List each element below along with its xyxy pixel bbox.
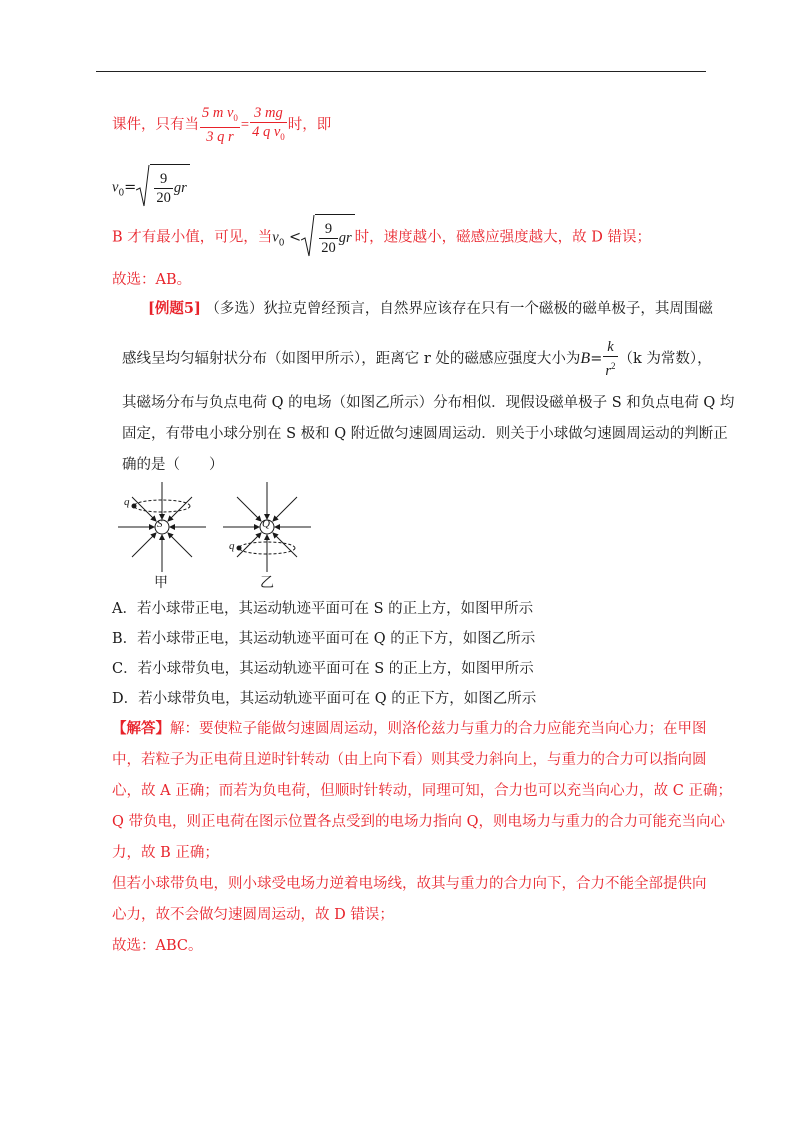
radical-sign (301, 214, 315, 258)
sqrt-den: 20 (321, 240, 336, 257)
sqrt-tail: gr (338, 230, 352, 246)
text-segment: 课件，只有当 (112, 116, 199, 133)
option-b: B．若小球带正电，其运动轨迹平面可在 Q 的正下方，如图乙所示 (112, 631, 536, 647)
s-label: S (157, 518, 163, 530)
example-text: （k 为常数）， (618, 351, 712, 367)
solution-tag: 【解答】 (112, 720, 170, 737)
solution-line-4: Q 带负电，则正电荷在图示位置各点受到的电场力指向 Q，则电场力与重力的合力可能充当向心 (112, 814, 725, 830)
q-center-label: Q (262, 518, 270, 530)
radical-sign (136, 164, 150, 208)
less-than: < (289, 229, 302, 246)
sqrt-expression (136, 164, 189, 211)
solution-line-8: 故选：ABC。 (112, 938, 203, 954)
solution-line-2: 中，若粒子为正电荷且逆时针转动（由上向下看）则其受力斜向上，与重力的合力可以指向圆 (112, 752, 707, 768)
ball-label-left: q (124, 496, 130, 508)
example-line-5: 确的是（ ） (122, 457, 224, 473)
option-d: D．若小球带负电，其运动轨迹平面可在 Q 的正下方，如图乙所示 (112, 691, 537, 707)
example-line-2 (122, 338, 712, 380)
sqrt-num: 9 (319, 220, 338, 239)
sqrt-expression-2 (301, 214, 354, 261)
superscript: 2 (611, 361, 616, 372)
equals-sign: = (124, 179, 137, 196)
example-tag: [例题5] (148, 300, 201, 317)
field-diagram (112, 482, 312, 590)
answer-line-1 (112, 104, 331, 146)
solution-line-6: 但若小球带负电，则小球受电场力逆着电场线，故其与重力的合力向下，合力不能全部提供向 (112, 876, 707, 892)
subscript: 0 (233, 112, 238, 123)
option-a: A．若小球带正电，其运动轨迹平面可在 S 的正上方，如图甲所示 (112, 601, 534, 617)
answer-line-3 (112, 214, 651, 266)
frac-num: k (603, 338, 617, 357)
fraction-k-r2 (603, 338, 617, 380)
v-symbol: v (112, 179, 119, 196)
equals-sign: = (590, 351, 603, 367)
frac1-num: 5 m v (202, 105, 234, 121)
solution-line-5: 力，故 B 正确； (112, 845, 219, 861)
subscript: 0 (278, 238, 285, 249)
frac1-den: 3 q r (206, 128, 234, 145)
text-segment: 时，速度越小，磁感应强度越大，故 D 错误； (354, 229, 651, 246)
solution-line-1 (112, 718, 707, 740)
frac2-den: 4 q v (252, 124, 281, 140)
frac2-num: 3 mg (250, 104, 287, 123)
example-line-1 (148, 298, 713, 320)
example-text: 感线呈均匀辐射状分布（如图甲所示），距离它 r 处的磁感应强度大小为 (122, 351, 581, 367)
solution-line-3: 心，故 A 正确；而若为负电荷，但顺时针转动，同理可知，合力也可以充当向心力，故 C 正确； (112, 783, 732, 799)
text-segment: 时，即 (287, 116, 332, 133)
v-symbol: v (272, 229, 279, 246)
field-lines-svg (112, 482, 312, 586)
answer-choice-ab: 故选：AB。 (112, 272, 192, 288)
equation-v0 (112, 164, 190, 216)
sqrt-den: 20 (156, 190, 171, 207)
example-text: （多选）狄拉克曾经预言，自然界应该存在只有一个磁极的磁单极子，其周围磁 (205, 301, 713, 317)
example-line-4: 固定，有带电小球分别在 S 极和 Q 附近做匀速圆周运动．则关于小球做匀速圆周运动的判断正 (122, 426, 728, 442)
solution-text: 解：要使粒子能做匀速圆周运动，则洛伦兹力与重力的合力应能充当向心力；在甲图 (170, 721, 707, 737)
frac-den: r (605, 362, 611, 379)
ball-label-right: q (229, 540, 235, 552)
solution-line-7: 心力，故不会做匀速圆周运动，故 D 错误； (112, 907, 394, 923)
text-segment: B 才有最小值，可见，当 (112, 229, 273, 246)
caption-yi: 乙 (260, 575, 274, 591)
sqrt-tail: gr (173, 180, 187, 196)
equals-sign: = (240, 116, 250, 133)
example-line-3: 其磁场分布与负点电荷 Q 的电场（如图乙所示）分布相似．现假设磁单极子 S 和负点电荷 Q 均 (122, 395, 735, 411)
fraction-1 (200, 104, 240, 146)
caption-jia: 甲 (154, 575, 168, 591)
sqrt-num: 9 (154, 170, 173, 189)
fraction-2 (250, 104, 287, 146)
b-symbol: B (580, 350, 591, 367)
subscript: 0 (118, 188, 125, 199)
option-c: C．若小球带负电，其运动轨迹平面可在 S 的正上方，如图甲所示 (112, 661, 534, 677)
header-rule (96, 71, 706, 72)
subscript: 0 (280, 131, 285, 142)
